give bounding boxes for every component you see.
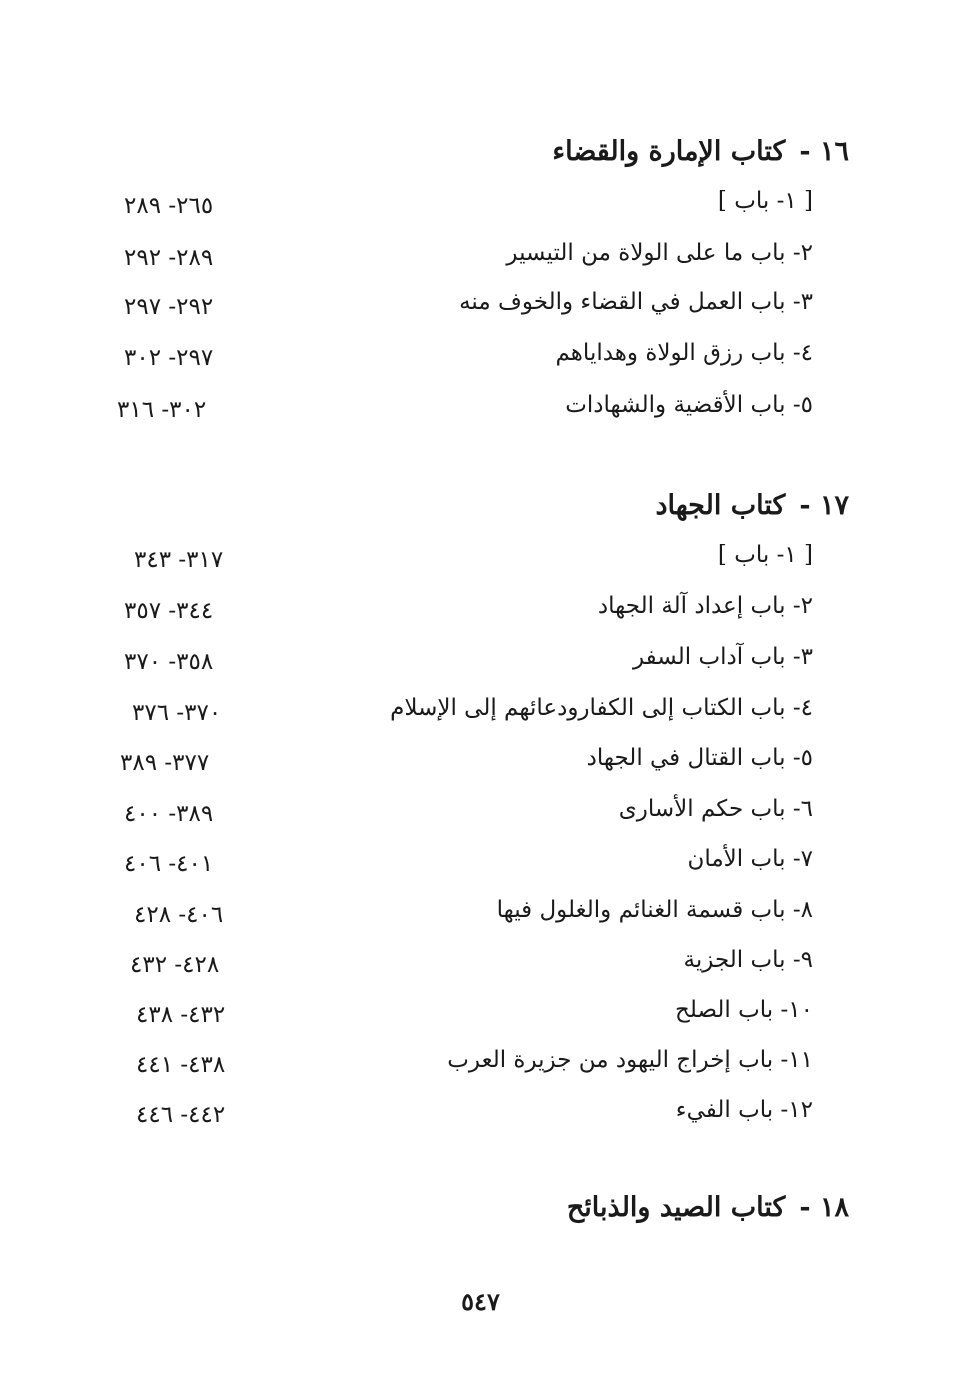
toc-entry-label: [ ١- باب ] [717,542,813,568]
section-title: كتاب الجهاد [655,490,786,521]
toc-entry-label: ٢- باب إعداد آلة الجهاد [597,593,813,619]
toc-entry-label: ١١- باب إخراج اليهود من جزيرة العرب [447,1047,813,1073]
toc-entry-pages: ٤٣٢- ٤٣٨ [136,1002,226,1028]
toc-entry-label: ٤- باب رزق الولاة وهداياهم [555,340,813,366]
toc-entry-label: ٦- باب حكم الأسارى [618,796,813,822]
toc-entry-label: ٥- باب الأقضية والشهادات [565,392,813,418]
toc-entry-pages: ٣٨٩- ٤٠٠ [124,801,214,827]
section-number: ١٧ - [799,490,849,521]
section-title: كتاب الصيد والذبائح [566,1192,786,1223]
toc-entry-pages: ٤٣٨- ٤٤١ [136,1052,226,1078]
section-number: ١٦ - [799,136,849,167]
toc-entry-label: ٢- باب ما على الولاة من التيسير [506,240,813,266]
toc-entry-label: ٤- باب الكتاب إلى الكفارودعائهم إلى الإسلام [390,695,813,721]
toc-entry-pages: ٤٠١- ٤٠٦ [124,851,214,877]
toc-entry-label: ٣- باب آداب السفر [632,644,813,670]
toc-entry-label: ٧- باب الأمان [687,846,813,872]
section-number: ١٨ - [799,1192,849,1223]
section-heading [567,1192,849,1223]
section-title: كتاب الإمارة والقضاء [552,136,786,167]
toc-entry-pages: ٤٢٨- ٤٣٢ [130,952,220,978]
toc-entry-pages: ٢٩٢- ٢٩٧ [124,294,214,320]
page-number: ٥٤٧ [461,1287,500,1316]
section-heading [552,136,849,167]
toc-entry-label: ١٠- باب الصلح [675,997,813,1023]
toc-entry-pages: ٣٠٢- ٣١٦ [117,397,207,423]
section-heading [655,490,849,521]
toc-entry-label: ٣- باب العمل في القضاء والخوف منه [459,289,813,315]
toc-entry-pages: ٣٤٤- ٣٥٧ [124,598,214,624]
toc-entry-pages: ٣٧٧- ٣٨٩ [120,750,210,776]
toc-entry-pages: ٢٨٩- ٢٩٢ [124,245,214,271]
toc-entry-label: [ ١- باب ] [717,188,813,214]
toc-entry-label: ١٢- باب الفيء [675,1097,813,1123]
toc-entry-label: ٨- باب قسمة الغنائم والغلول فيها [496,897,813,923]
toc-entry-pages: ٤٠٦- ٤٢٨ [134,902,224,928]
toc-entry-pages: ٤٤٢- ٤٤٦ [136,1102,226,1128]
toc-entry-label: ٩- باب الجزية [683,947,813,973]
toc-entry-pages: ٢٩٧- ٣٠٢ [124,345,214,371]
toc-entry-pages: ٢٦٥- ٢٨٩ [124,193,214,219]
toc-entry-pages: ٣٥٨- ٣٧٠ [124,649,214,675]
toc-entry-pages: ٣١٧- ٣٤٣ [134,547,224,573]
toc-entry-pages: ٣٧٠- ٣٧٦ [132,700,222,726]
toc-entry-label: ٥- باب القتال في الجهاد [586,745,813,771]
